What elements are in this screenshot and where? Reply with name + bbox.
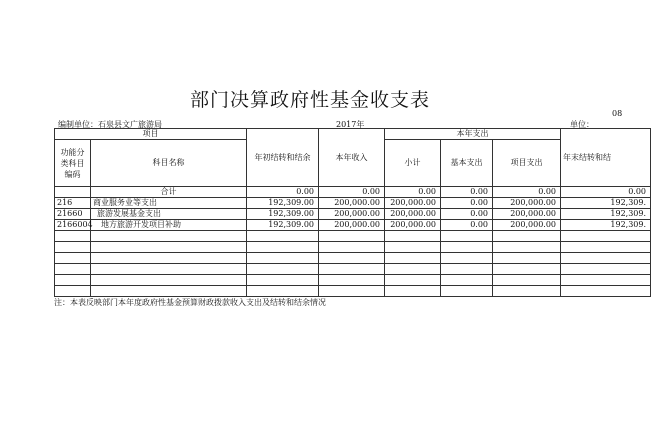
header-row: [55, 129, 651, 140]
begin-cell: 192,309.00: [247, 209, 319, 220]
table-row: [55, 187, 651, 198]
begin-balance-header: 年初结转和结余: [247, 129, 319, 187]
fund-table: [54, 128, 651, 297]
name-cell: 合计: [91, 187, 247, 198]
end-cell: 192,309.: [561, 209, 651, 220]
code-cell: [55, 187, 91, 198]
begin-cell: 192,309.00: [247, 220, 319, 231]
code-cell: 21660: [55, 209, 91, 220]
table-row: [55, 220, 651, 231]
basic-cell: 0.00: [441, 187, 493, 198]
basic-cell: 0.00: [441, 220, 493, 231]
page-title: 部门决算政府性基金收支表: [189, 89, 430, 111]
project-header: 项目: [55, 129, 247, 140]
empty-row: [55, 264, 651, 275]
end-cell: 192,309.: [561, 220, 651, 231]
table-row: [55, 198, 651, 209]
table-row: [55, 209, 651, 220]
current-year-expenditure-header: 本年支出: [385, 129, 561, 140]
empty-row: [55, 286, 651, 297]
name-cell: 旅游发展基金支出: [91, 209, 247, 220]
code-cell: 216: [55, 198, 91, 209]
income-cell: 200,000.00: [319, 209, 385, 220]
income-cell: 200,000.00: [319, 220, 385, 231]
basic-expenditure-header: 基本支出: [441, 140, 493, 187]
name-cell: 商业服务业等支出: [91, 198, 247, 209]
basic-cell: 0.00: [441, 209, 493, 220]
project-cell: 200,000.00: [493, 198, 561, 209]
report-year: 2017年: [336, 120, 365, 129]
subtotal-cell: 200,000.00: [385, 198, 441, 209]
code-header: 功能分类科目编码: [55, 140, 91, 187]
begin-cell: 0.00: [247, 187, 319, 198]
income-header: 本年收入: [319, 129, 385, 187]
end-balance-header: 年末结转和结: [561, 129, 651, 187]
income-cell: 0.00: [319, 187, 385, 198]
empty-row: [55, 253, 651, 264]
subtotal-cell: 200,000.00: [385, 220, 441, 231]
compiling-unit: 编制单位：石泉县文广旅游局: [58, 120, 162, 129]
empty-row: [55, 231, 651, 242]
name-header: 科目名称: [91, 140, 247, 187]
project-cell: 200,000.00: [493, 220, 561, 231]
money-unit: 单位：: [570, 120, 594, 129]
project-cell: 0.00: [493, 187, 561, 198]
basic-cell: 0.00: [441, 198, 493, 209]
footnote: 注：本表反映部门本年度政府性基金预算财政拨款收入支出及结转和结余情况: [54, 298, 326, 307]
subtotal-header: 小计: [385, 140, 441, 187]
subtotal-cell: 200,000.00: [385, 209, 441, 220]
name-cell: 地方旅游开发项目补助: [91, 220, 247, 231]
empty-row: [55, 242, 651, 253]
subtotal-cell: 0.00: [385, 187, 441, 198]
end-cell: 192,309.: [561, 198, 651, 209]
begin-cell: 192,309.00: [247, 198, 319, 209]
income-cell: 200,000.00: [319, 198, 385, 209]
form-number: 08: [612, 109, 623, 118]
end-cell: 0.00: [561, 187, 651, 198]
empty-row: [55, 275, 651, 286]
project-cell: 200,000.00: [493, 209, 561, 220]
code-cell: 2166004: [55, 220, 91, 231]
project-expenditure-header: 项目支出: [493, 140, 561, 187]
